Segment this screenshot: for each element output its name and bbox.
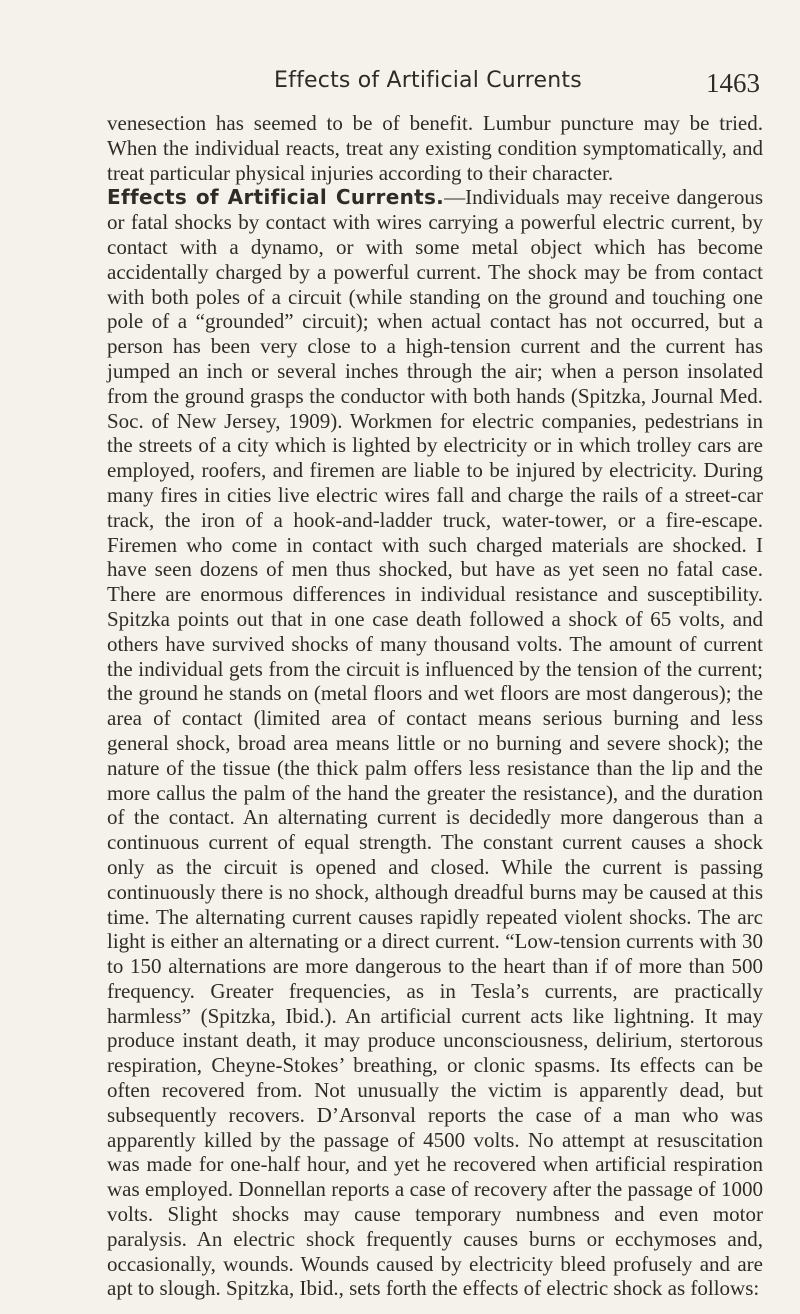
running-title: Effects of Artificial Currents [274,68,582,93]
section-paragraph [107,185,763,1301]
intro-paragraph: venesection has seemed to be of benefit. Lumbur puncture may be tried. When the individual reacts, treat any existing condition symptomatically, and treat particular physical injuries according to their character. [107,111,763,185]
section-heading: Effects of Artificial Currents. [107,185,445,210]
body-text [107,111,763,1301]
running-header [108,68,760,108]
section-text: —Individuals may receive dangerous or fatal shocks by contact with wires carrying a powerful electric current, by contact with a dynamo, or with some metal object which has become accidentally charged by a powerful current. The shock may be from contact with both poles of a circuit (while standing on the ground and touching one pole of a “grounded” circuit); when actual contact has not occurred, but a person has been very close to a high-tension current and the current has jumped an inch or several inches through the air; when a person insolated from the ground grasps the conductor with both hands (Spitzka, Journal Med. Soc. of New Jersey, 1909). Workmen for electric companies, pedestrians in the streets of a city which is lighted by electricity or in which trolley cars are employed, roofers, and firemen are liable to be injured by electricity. During many fires in cities live electric wires fall and charge the rails of a street-car track, the iron of a hook-and-ladder truck, water-tower, or a fire-escape. Firemen who come in contact with such charged materials are shocked. I have seen dozens of men thus shocked, but have as yet seen no fatal case. There are enormous differences in individual resistance and susceptibility. Spitzka points out that in one case death followed a shock of 65 volts, and others have survived shocks of many thousand volts. The amount of current the individual gets from the circuit is influenced by the tension of the current; the ground he stands on (metal floors and wet floors are most dangerous); the area of contact (limited area of contact means serious burning and less general shock, broad area means little or no burning and severe shock); the nature of the tissue (the thick palm offers less resistance than the lip and the more callus the palm of the hand the greater the resistance), and the duration of the contact. An alternating current is decidedly more dangerous than a continuous current of equal strength. The constant current causes a shock only as the circuit is opened and closed. While the current is passing continuously there is no shock, although dreadful burns may be caused at this time. The alternating current causes rapidly repeated violent shocks. The arc light is either an alternating or a direct current. “Low-tension currents with 30 to 150 alternations are more dangerous to the heart than if of more than 500 frequency. Greater frequencies, as in Tesla’s currents, are practically harmless” (Spitzka, Ibid.). An artificial current acts like lightning. It may produce instant death, it may produce unconsciousness, delirium, stertorous respiration, Cheyne-Stokes’ breathing, or clonic spasms. Its effects can be often recovered from. Not unusually the victim is apparently dead, but subsequently recovers. D’Arsonval reports the case of a man who was apparently killed by the passage of 4500 volts. No attempt at resuscitation was made for one-half hour, and yet he recovered when artificial respiration was employed. Donnellan reports a case of recovery after the passage of 1000 volts. Slight shocks may cause temporary numbness and even motor paralysis. An electric shock frequently causes burns or ecchymoses and, occasionally, wounds. Wounds caused by electricity bleed profusely and are apt to slough. Spitzka, Ibid., sets forth the effects of electric shock as follows: [107,185,763,1301]
page-number: 1463 [706,68,760,98]
